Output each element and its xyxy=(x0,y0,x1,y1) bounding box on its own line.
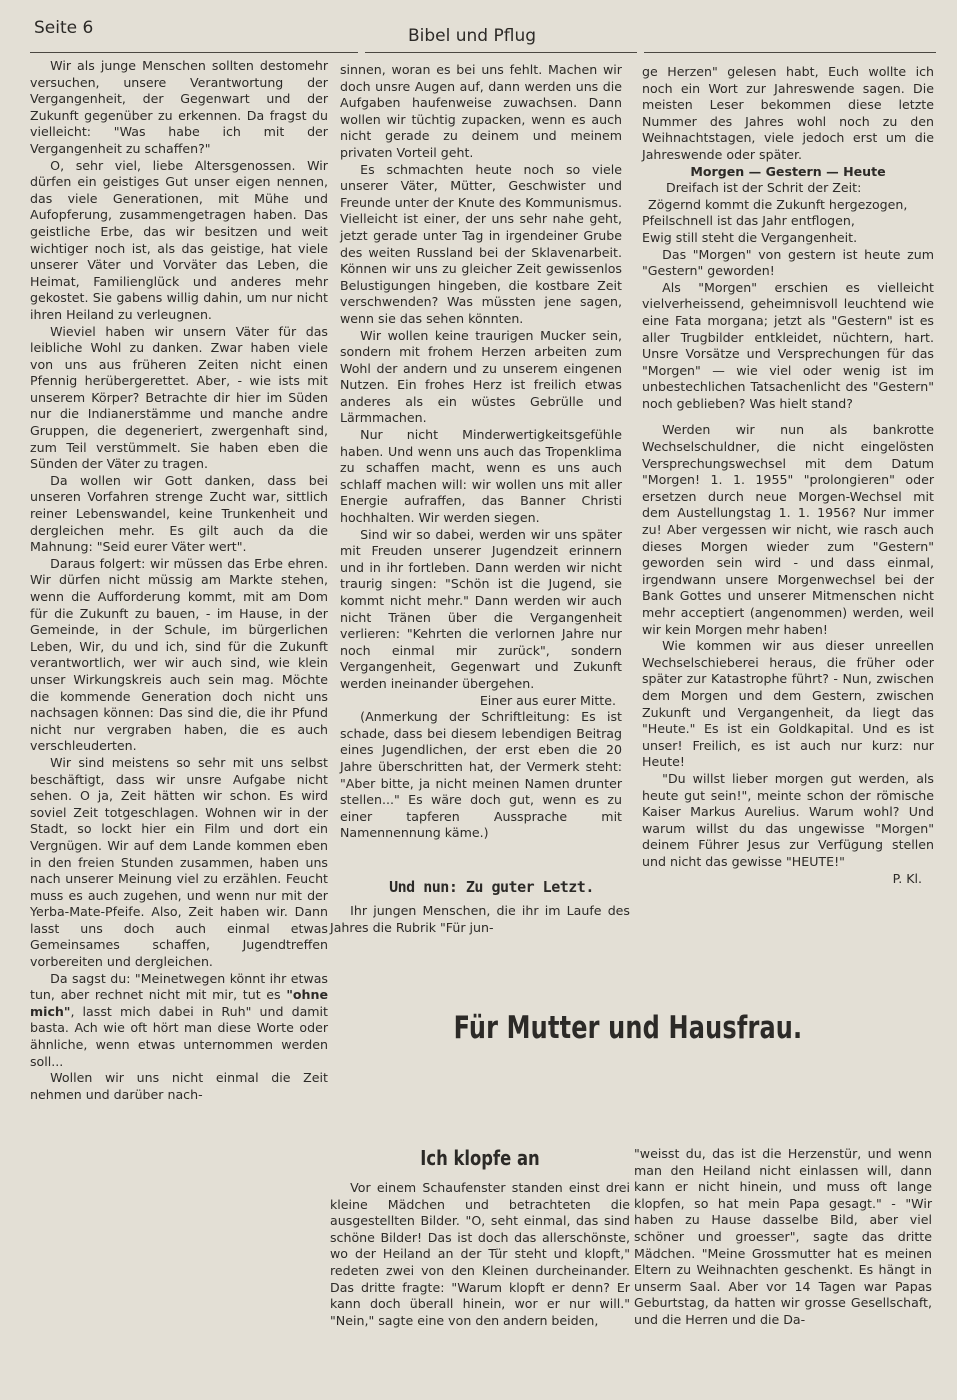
paragraph: ge Herzen" gelesen habt, Euch wollte ich noch ein Wort zur Jahreswende sagen. Die meisten Leser bekommen diese letzte Nummer des Jahres wohl noch zu den Weihnachtstagen, viele jedoch erst um die Jahreswende oder später. xyxy=(642,64,934,162)
paragraph-text: Da sagst du: "Meinetwegen könnt ihr etwas tun, aber rechnet nicht mit mir, tut es xyxy=(30,970,328,1003)
story-column-right xyxy=(634,1146,932,1329)
paragraph: Es schmachten heute noch so viele unserer Väter, Mütter, Geschwister und Freunde unter der Knute des Kommunismus. Vielleicht ist einer, der uns sehr nahe geht, jetzt gerade unter Tag in irgendeiner Grube des weiten Russland bei der Sklavenarbeit. Können wir uns zu gleicher Zeit gewissenlos Belustigungen hingeben, die kostbare Zeit verschwenden? Was müssten jene sagen, wenn sie das sehen könnten. xyxy=(340,161,622,326)
journal-title: Bibel und Pflug xyxy=(408,26,537,46)
header-rule-center xyxy=(365,52,637,53)
poem-line: Pfeilschnell ist das Jahr entflogen, xyxy=(642,213,855,229)
paragraph: Wir sind meistens so sehr mit uns selbst beschäftigt, dass wir unsre Aufgabe nicht sehen. O ja, Zeit hätten wir schon. Es wird soviel Zeit totgeschlagen. Wohnen wir in der Stadt, so lockt hier ein Film und dort ein Vergnügen. Wir auf dem Lande kommen eben in den freien Stunden zusammen, haben uns nach unserer Meinung viel zu erzählen. Feucht muss es auch zugehen, und wenn nur mit der Yerba-Mate-Pfeife. Also, Zeit haben wir. Dann lasst uns doch auch einmal etwas Gemeinsames schaffen, Jugendtreffen vorbereiten und dergleichen. xyxy=(30,754,328,970)
paragraph: "weisst du, das ist die Herzenstür, und wenn man den Heiland nicht einlassen will, dann kann er nicht hinein, und muss oft lange klopfen, so hat mein Papa gesagt." - "Wir haben zu Hause dasselbe Bild, aber viel schöner und groesser", sagte das dritte Mädchen. "Meine Grossmutter hat es meinen Eltern zu Weihnachten geschenkt. Es hängt in unserm Saal. Aber vor 14 Tagen war Papas Geburtstag, da hatten wir grosse Gesellschaft, und die Herren und die Da- xyxy=(634,1146,932,1327)
article-column-3 xyxy=(642,64,934,887)
paragraph: Wir als junge Menschen sollten destomehr versuchen, unsere Verantwortung der Vergangenheit, der Gegenwart und der Zukunft gegenüber zu erkennen. Da fragst du vielleicht: "Was habe ich mit der Vergangenheit zu schaffen?" xyxy=(30,58,328,156)
paragraph: "Du willst lieber morgen gut werden, als heute gut sein!", meinte schon der römische Kaiser Markus Aurelius. Warum wohl? Und warum willst du das ungewisse "Morgen" deinem Führer Jesus zur Verfügung stellen und nicht das gewisse "HEUTE!" xyxy=(642,770,934,869)
author: P. Kl. xyxy=(892,870,922,886)
page-number: Seite 6 xyxy=(34,18,94,38)
paragraph: Wieviel haben wir unsern Väter für das leibliche Wohl zu danken. Zwar haben viele von uns aus früheren Zeiten nicht einen Pfennig herübergerettet. Aber, - wie ists mit unserem Körper? Betrachte dir hier im Süden nur die Indianerstämme und manche andre Gruppen, die degeneriert, zwergenhaft sind, zum Teil verstümmelt. Sie haben eben die Sünden der Väter zu tragen. xyxy=(30,323,328,472)
story-title: Ich klopfe an xyxy=(420,1146,540,1170)
section-heading: Und nun: Zu guter Letzt. xyxy=(389,878,594,896)
paragraph: O, sehr viel, liebe Altersgenossen. Wir dürfen ein geistiges Gut unser eigen nennen, das viele Generationen, mit Mühe und Aufopferung, zusammengetragen haben. Das geistliche Erbe, das wir besitzen und weit wichtiger noch ist, als das geistige, hat viele unserer Väter und Vorväter das Leben, die Heimat, Familienglück und anderes mehr gekostet. Sie gabens willig dahin, um nur nicht ihren Heiland zu verleugnen. xyxy=(30,157,328,322)
poem xyxy=(642,180,934,246)
section-intro xyxy=(330,903,630,936)
paragraph: Daraus folgert: wir müssen das Erbe ehren. Wir dürfen nicht müssig am Markte stehen, wenn die Aufforderung kommt, mit am Dom für die Zukunft zu bauen, - im Hause, in der Gemeinde, in der Schule, im bürgerlichen Leben, Wir, du und ich, sind für die Zukunft verantwortlich, wer wir auch sind, wie klein unser Wirkungskreis auch sein mag. Möchte die kommende Generation doch nicht uns nachsagen können: Das sind die, die ihr Pfund nicht nur vergraben haben, die es auch verschleuderten. xyxy=(30,555,328,754)
paragraph: Vor einem Schaufenster standen einst drei kleine Mädchen und betrachteten die ausgestellten Bilder. "O, seht einmal, das sind schöne Bilder! Das ist doch das allerschönste, wo der Heiland an der Tür steht und klopft," redeten zwei von den Kleinen durcheinander. Das dritte fragte: "Warum klopft er denn? Er kann doch überall hinein, wor er nur will." "Nein," sagte eine von den andern beiden, xyxy=(330,1180,630,1328)
paragraph: Ihr jungen Menschen, die ihr im Laufe des Jahres die Rubrik "Für jun- xyxy=(330,903,630,935)
story-column-left xyxy=(330,1180,630,1329)
emphasis: "ohne mich" xyxy=(30,987,328,1019)
editor-note: (Anmerkung der Schriftleitung: Es ist schade, dass bei diesem lebendigen Beitrag eines Jugendlichen, der erst eben die 20 Jahre überschritten hat, der Vermerk steht: "Aber bitte, ja nicht meinen Namen drunter stellen..." Es wäre doch gut, wenn es zu einer tapferen Aussprache mit Namennennung käme.) xyxy=(340,709,622,841)
poem-line: Dreifach ist der Schrit der Zeit: xyxy=(666,180,862,196)
header-rule-left xyxy=(30,52,358,53)
poem-line: Ewig still steht die Vergangenheit. xyxy=(642,229,858,245)
paragraph: Wir wollen keine traurigen Mucker sein, sondern mit frohem Herzen arbeiten zum Wohl der andern und zu unserem eingenen Nutzen. Ein frohes Herz ist freilich etwas anderes als ein wüstes Gebrülle und Lärmmachen. xyxy=(340,327,622,426)
paragraph: Das "Morgen" von gestern ist heute zum "Gestern" geworden! xyxy=(642,246,934,279)
article-column-2 xyxy=(340,62,622,842)
paragraph: Nur nicht Minderwertigkeitsgefühle haben. Und wenn uns auch das Tropenklima zu schaffen macht, wenn es uns auch schlaff machen will: wir wollen uns mit aller Energie aufraffen, das Banner Christi hochhalten. Wir werden siegen. xyxy=(340,427,622,526)
paragraph-text: , lasst mich dabei in Ruh" und damit basta. Ach wie oft hört man diese Worte oder ähnliche, wenn etwas unternommen werden soll... xyxy=(30,1003,328,1069)
paragraph xyxy=(30,971,328,1071)
paragraph: Als "Morgen" erschien es vielleicht vielverheissend, geheimnisvoll leuchtend wie eine Fata morgana; jetzt als "Gestern" ist es aller Trugbilder entkleidet, nüchtern, hart. Unsre Vorsätze und Versprechungen für das "Morgen" — wie viel oder wenig ist im unbestechlichen Tatsachenlicht des "Gestern" noch geblieben? Was hielt stand? xyxy=(642,279,934,411)
paragraph: sinnen, woran es bei uns fehlt. Machen wir doch unsre Augen auf, dann werden uns die Aufgaben haufenweise zuwachsen. Dann wollen wir tüchtig zupacken, wenn es auch nicht gerade zu deinem und meinem privaten Vorteil geht. xyxy=(340,62,622,160)
article-column-1 xyxy=(30,58,328,1103)
paragraph: Da wollen wir Gott danken, dass bei unseren Vorfahren strenge Zucht war, sittlich reiner Lebenswandel, keine Trunkenheit und dergleichen mehr. Es gilt auch da die Mahnung: "Seid eurer Väter wert". xyxy=(30,472,328,555)
poem-title: Morgen — Gestern — Heute xyxy=(690,163,886,179)
poem-line: Zögernd kommt die Zukunft hergezogen, xyxy=(648,196,908,212)
signoff: Einer aus eurer Mitte. xyxy=(479,692,616,708)
section-banner-title: Für Mutter und Hausfrau. xyxy=(453,1010,803,1046)
paragraph: Wie kommen wir aus dieser unreellen Wechselschieberei heraus, die früher oder später zur Katastrophe führt? - Nun, zwischen dem Morgen und dem Gestern, zwischen Zukunft und Vergangenheit, da liegt das "Heute." Es ist ein Goldkapital. Und es ist unser! Freilich, es ist auch nur kurz: nur Heute! xyxy=(642,638,934,770)
paragraph: Werden wir nun als bankrotte Wechselschuldner, die nicht eingelösten Versprechungswechsel mit dem Datum "Morgen! 1. 1. 1955" "prolongieren" oder ersetzen durch neue Morgen-Wechsel mit dem Austellungstag 1. 1. 1956? Nur immer zu! Aber vergessen wir nicht, wie rasch auch dieses Morgen wieder zum "Gestern" geworden sein wird - und dass einmal, irgendwann unsere Morgenwechsel bei der Bank Gottes und unserer Mitmenschen nicht mehr acceptiert (angenommen) werden, weil wir kein Morgen mehr haben! xyxy=(642,422,934,637)
paragraph: Wollen wir uns nicht einmal die Zeit nehmen und darüber nach- xyxy=(30,1070,328,1102)
header-rule-right xyxy=(644,52,936,53)
paragraph: Sind wir so dabei, werden wir uns später mit Freuden unserer Jugendzeit erinnern und in ihr fortleben. Dann werden wir nicht traurig singen: "Schön ist die Jugend, sie kommt nicht mehr." Dann werden wir auch nicht Tränen über die Vergangenheit verlieren: "Kehrten die verlornen Jahre nur noch einmal mir zurück", sondern Vergangenheit, Gegenwart und Zukunft werden ineinander übergehen. xyxy=(340,526,622,691)
